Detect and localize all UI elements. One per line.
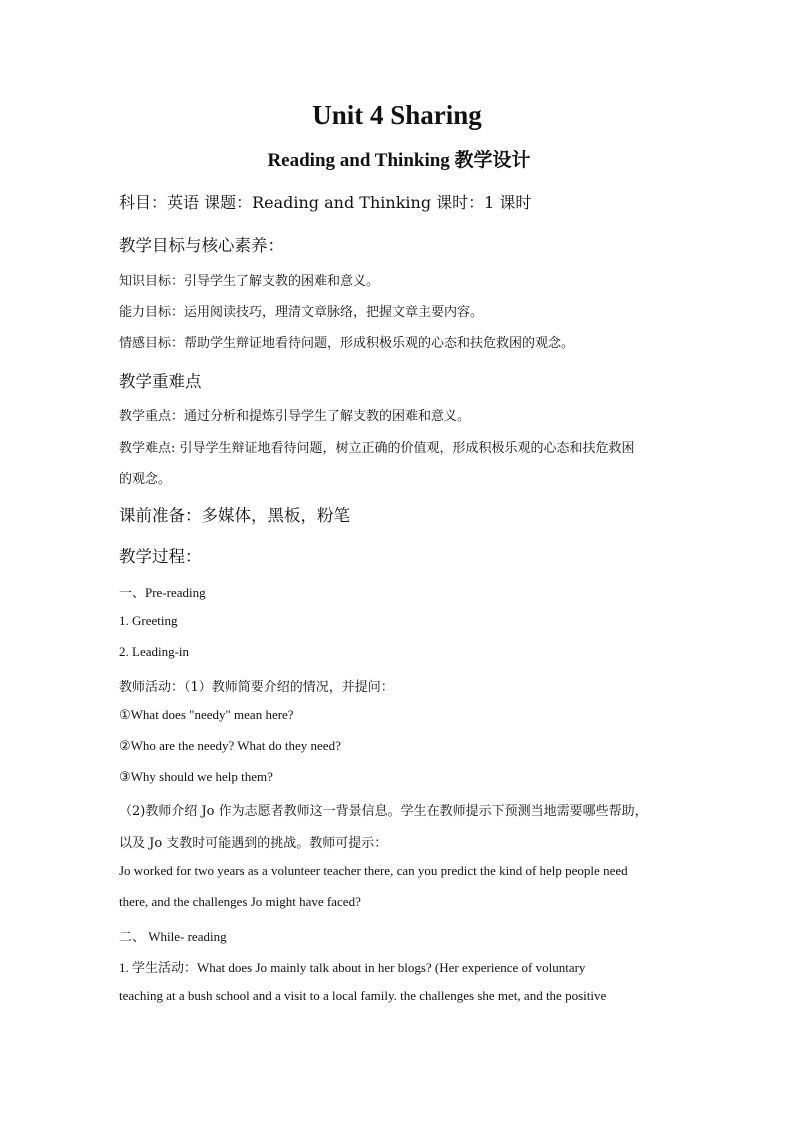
student-activity-line-1: 1. 学生活动：What does Jo mainly talk about in her blogs? (Her experience of voluntary (119, 960, 586, 975)
while-reading-heading: 二、 While- reading (119, 929, 227, 944)
question-3: ③Why should we help them? (119, 769, 273, 784)
goal-knowledge: 知识目标：引导学生了解支教的困难和意义。 (119, 274, 380, 289)
difficult-point-line-1: 教学难点: 引导学生辩证地看待问题，树立正确的价值观，形成积极乐观的心态和扶危救困 (119, 441, 635, 456)
hint-line-1: Jo worked for two years as a volunteer teacher there, can you predict the kind of help people need (119, 863, 628, 878)
leading-in-step: 2. Leading-in (119, 644, 190, 659)
step2-line-1: （2)教师介绍 Jo 作为志愿者教师这一背景信息。学生在教师提示下预测当地需要哪些帮助， (119, 804, 648, 819)
course-meta-line: 科目：英语 课题：Reading and Thinking 课时：1 课时 (119, 193, 532, 212)
hint-line-2: there, and the challenges Jo might have faced? (119, 894, 361, 909)
pre-reading-heading: 一、Pre-reading (119, 585, 206, 600)
question-2: ②Who are the needy? What do they need? (119, 738, 341, 753)
goals-heading: 教学目标与核心素养： (119, 236, 284, 255)
greeting-step: 1. Greeting (119, 613, 178, 628)
process-heading: 教学过程： (119, 547, 202, 566)
keypoints-heading: 教学重难点 (119, 372, 202, 391)
student-activity-line-2: teaching at a bush school and a visit to a local family. the challenges she met, and the positive (119, 988, 607, 1003)
question-1: ①What does "needy" mean here? (119, 707, 294, 722)
goal-ability: 能力目标：运用阅读技巧，理清文章脉络，把握文章主要内容。 (119, 305, 484, 320)
step2-line-2: 以及 Jo 支教时可能遇到的挑战。教师可提示： (119, 836, 388, 851)
goal-emotion: 情感目标：帮助学生辩证地看待问题，形成积极乐观的心态和扶危救困的观念。 (119, 336, 575, 351)
teacher-activity-line: 教师活动：（1）教师简要介绍的情况，并提问： (119, 680, 394, 695)
preparation-line: 课前准备：多媒体，黑板，粉笔 (119, 506, 350, 525)
difficult-point-line-2: 的观念。 (119, 472, 172, 487)
key-point: 教学重点：通过分析和提炼引导学生了解支教的困难和意义。 (119, 409, 471, 424)
document-title: Unit 4 Sharing (312, 100, 482, 130)
document-subtitle: Reading and Thinking 教学设计 (267, 150, 531, 171)
